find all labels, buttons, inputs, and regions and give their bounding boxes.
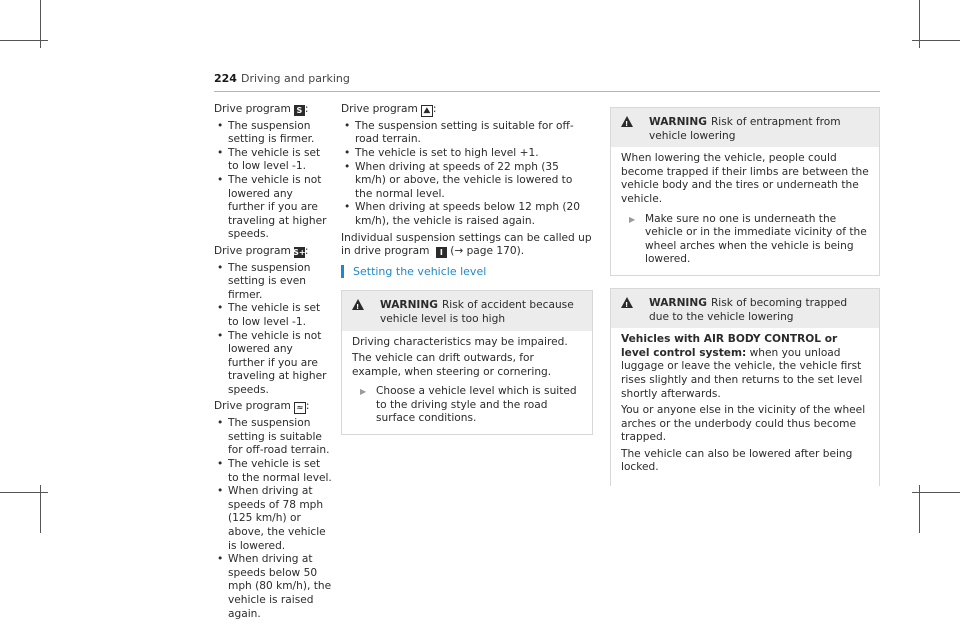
warning-text: The vehicle can drift outwards, for example, when steering or cornering. [352, 352, 552, 378]
drive-program-block: Drive program S : • The suspension setting is firmer. • The vehicle is set to low level -1. • The vehicle is not lowered any further if you are traveling at higher speeds. [214, 103, 332, 242]
drive-program-label: Drive program [214, 103, 291, 115]
warning-triangle-icon: ! [621, 116, 633, 127]
column-1-content [214, 103, 332, 624]
warning-text: when you unload luggage or leave the vehicle, the vehicle first rises slightly and then returns to the set level shortly afterwards. [621, 346, 863, 400]
offroad-plus-icon: ⛰ [421, 105, 433, 117]
warning-text: When lowering the vehicle, people could become trapped if their limbs are between the vehicle body and the tires or underneath the vehicle. [621, 152, 869, 205]
drive-program-block: Drive program ≈ : • The suspension setting is suitable for off-road terrain. • The vehicle is set to the normal level. • When driving at speeds of 78 mph (125 km/h) or above, the vehicle is lowered. • When driving at speeds below 50 mph (80 km/h), the vehicle is raised again. [214, 400, 332, 621]
column-3 [610, 107, 880, 486]
action-step [621, 213, 869, 267]
warning-box [610, 288, 880, 486]
warning-box [610, 107, 880, 276]
list-item: • When driving at speeds of 22 mph (35 km/h) or above, the vehicle is lowered to the normal level. [341, 161, 593, 202]
warning-triangle-icon: ! [352, 299, 364, 310]
list-item: • The vehicle is set to low level -1. [214, 302, 332, 329]
warning-text: The vehicle can also be lowered after being locked. [621, 447, 853, 474]
bullet-list [214, 417, 332, 621]
header-divider [214, 91, 880, 92]
crop-mark [0, 40, 48, 41]
list-item: • The suspension setting is firmer. [214, 120, 332, 147]
list-item: • The suspension setting is even firmer. [214, 262, 332, 303]
warning-subtitle: Risk of becoming trapped due to the vehicle lowering [649, 296, 848, 323]
warning-triangle-icon: ! [621, 297, 633, 308]
list-item: • The vehicle is set to high level +1. [341, 147, 593, 161]
warning-text: You or anyone else in the vicinity of the wheel arches or the underbody could thus become trapped. [621, 404, 866, 444]
list-item: • When driving at speeds below 12 mph (20 km/h), the vehicle is raised again. [341, 201, 593, 228]
action-step [352, 385, 582, 426]
column-2: Drive program ⛰ : • The suspension setting is suitable for off-road terrain. • The vehicle is set to high level +1. • When driving at speeds of 22 mph (35 km/h) or above, the vehicle is lowered to the normal level. • When driving at speeds below 12 mph (20 km/h), the vehicle is raised again. Individual suspension settings can be called up in drive program I (→ page 170). Setting the vehicle level ! WARNING Risk of accident because vehicle level is too high Driving characteristics may be impaired. The vehicle can drift outwards, for example, when steering or cornering. ▶ Choose a vehicle level which is suited to the driving style and the road surface conditions. [341, 103, 593, 435]
section-name: Driving and parking [240, 72, 350, 85]
list-item: • The vehicle is set to low level -1. [214, 147, 332, 174]
bullet-list [341, 120, 593, 229]
offroad-icon: ≈ [294, 402, 306, 414]
individual-icon: I [436, 247, 447, 258]
list-item: • When driving at speeds below 50 mph (80 km/h), the vehicle is raised again. [214, 553, 332, 621]
page-number: 224 [214, 72, 237, 85]
warning-title: WARNING [649, 116, 707, 128]
crop-mark [0, 492, 48, 493]
drive-program-label: Drive program [214, 400, 291, 413]
page-header [214, 72, 350, 85]
sport-plus-icon: S+ [293, 247, 306, 257]
warning-title: WARNING [649, 296, 707, 309]
list-item: • The suspension setting is suitable for off-road terrain. [341, 120, 593, 147]
list-item: • When driving at speeds of 78 mph (125 km/h) or above, the vehicle is lowered. [214, 485, 332, 553]
list-item: • The suspension setting is suitable for off-road terrain. [214, 417, 332, 458]
sport-icon: S [294, 105, 305, 116]
warning-title: WARNING [380, 299, 438, 312]
list-item: • The vehicle is not lowered any further if you are traveling at higher speeds. [214, 174, 332, 242]
step-text: Choose a vehicle level which is suited to the driving style and the road surface conditions. [376, 385, 577, 425]
list-item: • The vehicle is set to the normal level. [214, 458, 332, 485]
crop-mark [912, 492, 960, 493]
warning-subtitle: Risk of accident because vehicle level is too high [380, 299, 574, 325]
list-item: • The vehicle is not lowered any further if you are traveling at higher speeds. [214, 330, 332, 398]
section-heading: Setting the vehicle level [341, 265, 593, 279]
drive-program-label: Drive program [214, 244, 291, 257]
drive-program-block: Drive program S+: • The suspension setting is even firmer. • The vehicle is set to low level -1. • The vehicle is not lowered any further if you are traveling at higher speeds. [214, 245, 332, 398]
step-text: Make sure no one is underneath the vehicle or in the immediate vicinity of the wheel arches when the vehicle is being lowered. [645, 212, 867, 266]
warning-subtitle: Risk of entrapment from vehicle lowering [649, 116, 841, 142]
drive-program-label: Drive program [341, 103, 418, 115]
warning-lead: Vehicles with AIR BODY CONTROL or level control system: [621, 333, 838, 359]
crop-mark [912, 40, 960, 41]
bullet-list [214, 262, 332, 398]
bullet-list [214, 120, 332, 242]
warning-box [341, 290, 593, 435]
warning-text: Driving characteristics may be impaired. [352, 335, 568, 348]
individual-settings-note: Individual suspension settings can be called up in drive program I (→ page 170). [341, 231, 592, 258]
page-reference-link[interactable]: (→ page 170). [450, 245, 525, 258]
